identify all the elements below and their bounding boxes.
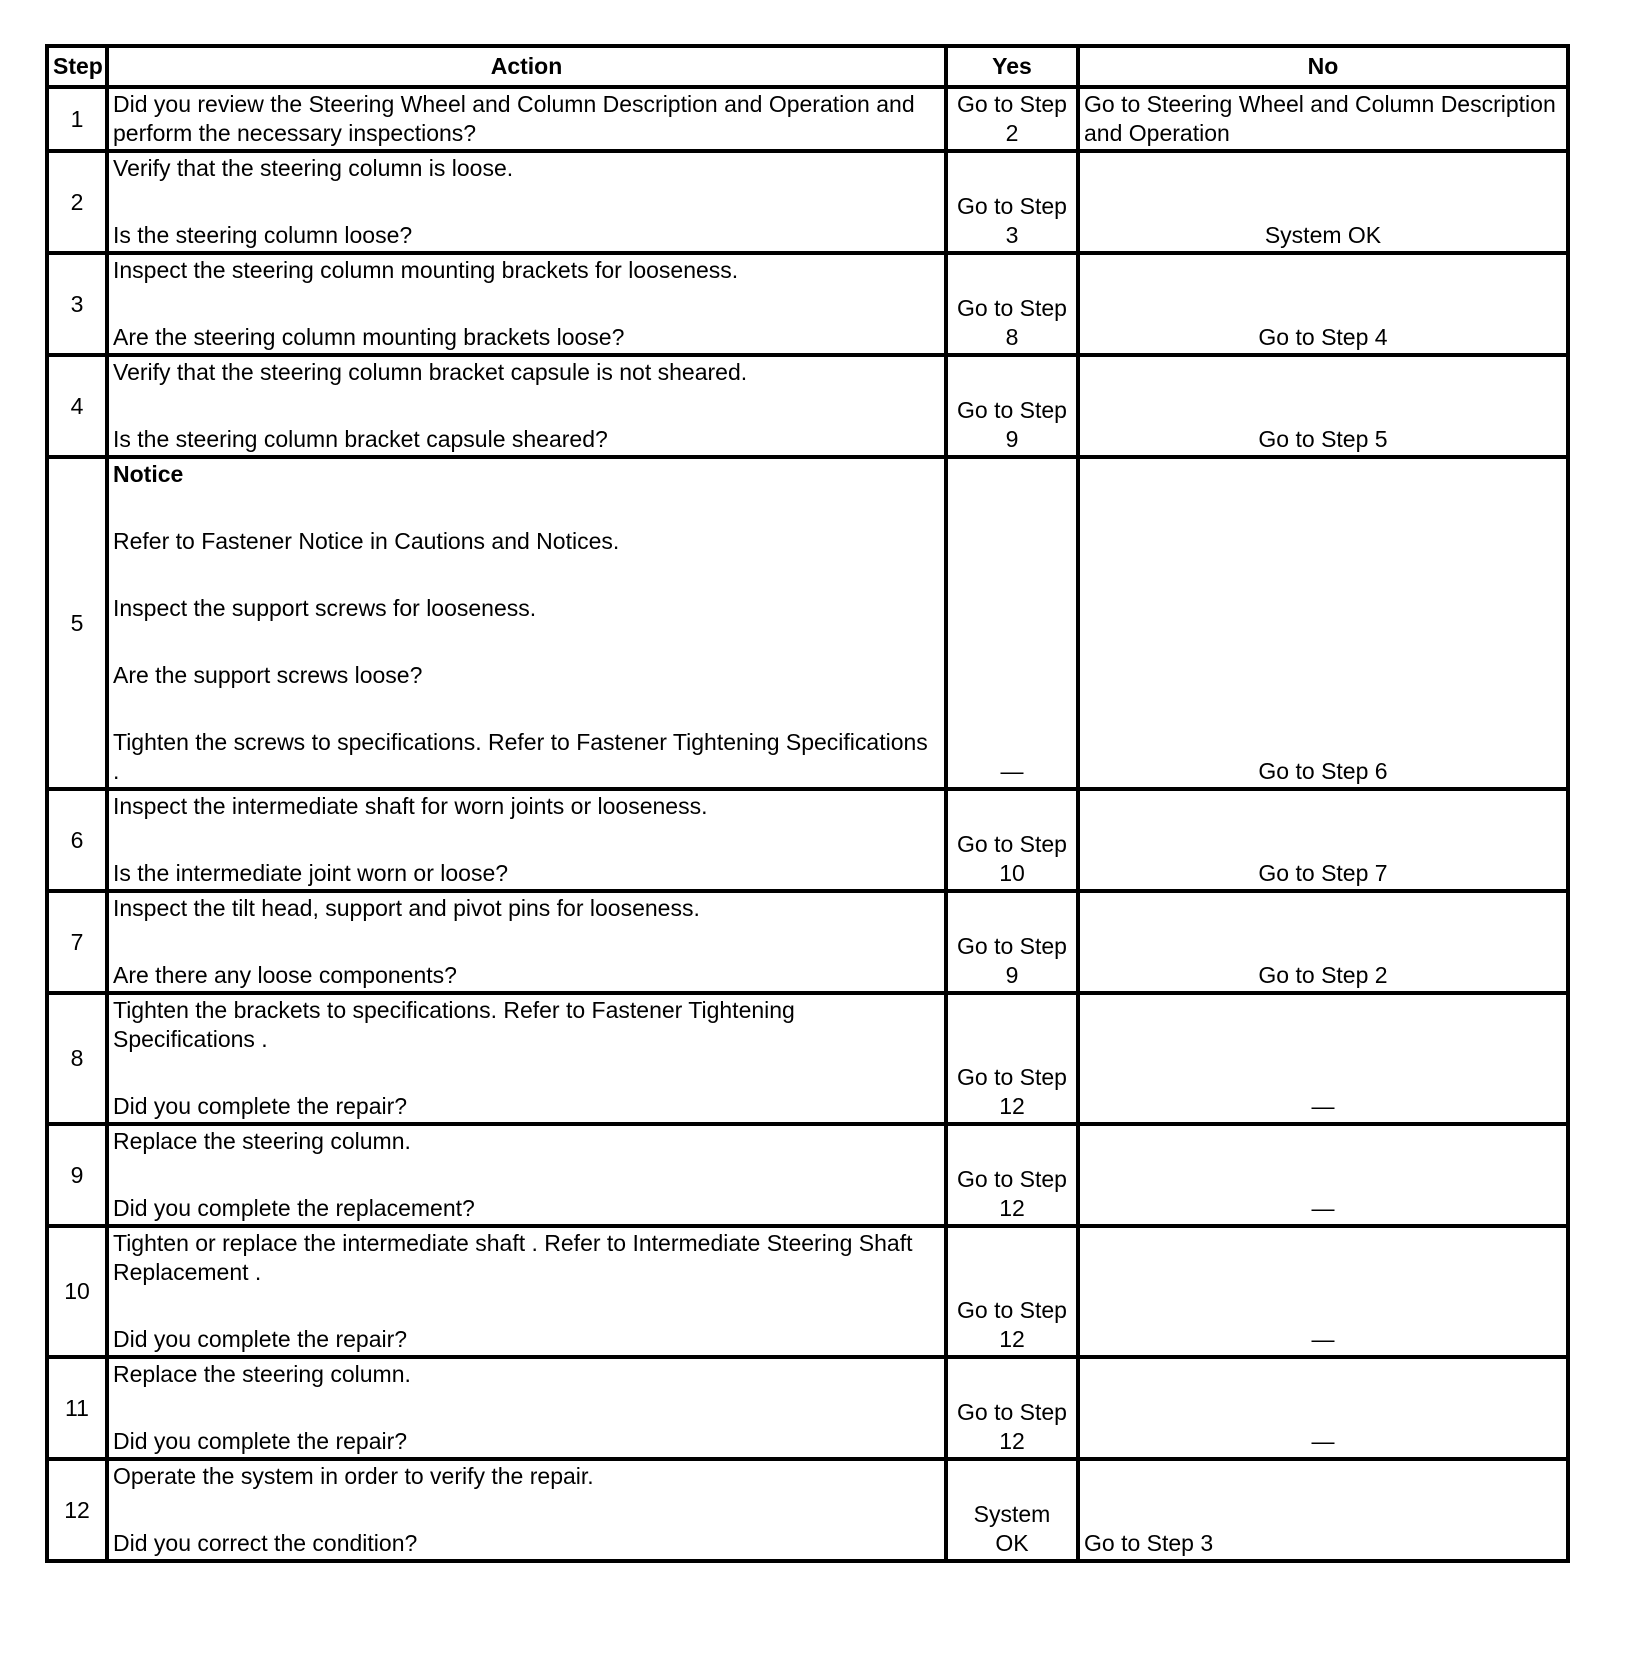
- yes-text: 12: [999, 1326, 1025, 1352]
- yes-text: 12: [999, 1093, 1025, 1119]
- no-cell: [1078, 1124, 1568, 1226]
- notice-label: Notice: [113, 461, 184, 487]
- yes-cell: [946, 87, 1078, 151]
- table-row: [47, 253, 1568, 355]
- yes-text: 9: [1005, 962, 1019, 988]
- yes-text: 8: [1005, 324, 1019, 350]
- no-cell: [1078, 1226, 1568, 1357]
- no-text: Go to Step 7: [1258, 860, 1388, 886]
- no-cell: [1078, 87, 1568, 151]
- header-action: Action: [107, 46, 946, 87]
- action-text: Are the steering column mounting brackets loose?: [113, 324, 625, 350]
- no-text: —: [1311, 1428, 1335, 1454]
- action-cell: [107, 1124, 946, 1226]
- action-text: Replace the steering column.: [113, 1128, 411, 1154]
- action-text: Did you review the Steering Wheel and Column Description and Operation and perform the necessary inspections?: [113, 91, 915, 146]
- yes-cell: [946, 1124, 1078, 1226]
- action-text: Did you complete the repair?: [113, 1428, 408, 1454]
- action-text: Inspect the intermediate shaft for worn joints or looseness.: [113, 793, 708, 819]
- step-number: 6: [47, 789, 107, 891]
- table-row: [47, 1124, 1568, 1226]
- yes-text: —: [1000, 758, 1024, 784]
- step-number: 11: [47, 1357, 107, 1459]
- header-yes: Yes: [946, 46, 1078, 87]
- no-text: Go to Step 6: [1258, 758, 1388, 784]
- yes-text: System: [973, 1501, 1051, 1527]
- table-row: [47, 1226, 1568, 1357]
- no-text: Go to Step 5: [1258, 426, 1388, 452]
- action-text: Did you correct the condition?: [113, 1530, 418, 1556]
- no-text: —: [1311, 1093, 1335, 1119]
- action-text: Verify that the steering column bracket capsule is not sheared.: [113, 359, 748, 385]
- step-number: 2: [47, 151, 107, 253]
- no-text: Go to Step 4: [1258, 324, 1388, 350]
- no-cell: [1078, 891, 1568, 993]
- table-row: [47, 1459, 1568, 1561]
- table-row: [47, 457, 1568, 789]
- no-text: —: [1311, 1195, 1335, 1221]
- no-text: System OK: [1264, 222, 1382, 248]
- yes-text: Go to Step: [957, 1166, 1067, 1192]
- action-cell: [107, 1357, 946, 1459]
- yes-cell: [946, 1226, 1078, 1357]
- step-number: 7: [47, 891, 107, 993]
- table-row: [47, 151, 1568, 253]
- action-text: Verify that the steering column is loose.: [113, 155, 514, 181]
- yes-cell: [946, 789, 1078, 891]
- yes-text: Go to Step: [957, 295, 1067, 321]
- action-text: Replace the steering column.: [113, 1361, 411, 1387]
- action-text: Did you complete the repair?: [113, 1326, 408, 1352]
- table-row: [47, 789, 1568, 891]
- action-cell: [107, 87, 946, 151]
- action-text: Did you complete the replacement?: [113, 1195, 475, 1221]
- action-cell: [107, 253, 946, 355]
- action-text: Is the steering column loose?: [113, 222, 413, 248]
- action-text: Inspect the support screws for looseness.: [113, 595, 537, 621]
- yes-cell: [946, 1357, 1078, 1459]
- action-text: Is the steering column bracket capsule sheared?: [113, 426, 608, 452]
- yes-cell: [946, 891, 1078, 993]
- table-row: [47, 355, 1568, 457]
- step-number: 8: [47, 993, 107, 1124]
- yes-cell: [946, 993, 1078, 1124]
- action-cell: [107, 891, 946, 993]
- yes-cell: [946, 151, 1078, 253]
- action-text: Inspect the tilt head, support and pivot pins for looseness.: [113, 895, 700, 921]
- step-number: 5: [47, 457, 107, 789]
- diagnostic-table: [45, 44, 1570, 1563]
- no-cell: [1078, 789, 1568, 891]
- yes-text: 12: [999, 1195, 1025, 1221]
- step-number: 10: [47, 1226, 107, 1357]
- yes-text: 9: [1005, 426, 1019, 452]
- table-body: [47, 87, 1568, 1561]
- yes-text: 3: [1005, 222, 1019, 248]
- no-cell: [1078, 993, 1568, 1124]
- action-text: Refer to Fastener Notice in Cautions and Notices.: [113, 528, 620, 554]
- table-row: [47, 87, 1568, 151]
- action-cell: [107, 1459, 946, 1561]
- yes-cell: [946, 457, 1078, 789]
- action-text: Are there any loose components?: [113, 962, 457, 988]
- yes-cell: [946, 1459, 1078, 1561]
- action-cell: [107, 789, 946, 891]
- action-cell: [107, 457, 946, 789]
- no-text: Go to Steering Wheel and Column Description and Operation: [1084, 91, 1556, 146]
- action-text: Is the intermediate joint worn or loose?: [113, 860, 509, 886]
- yes-text: Go to Step: [957, 193, 1067, 219]
- action-cell: [107, 993, 946, 1124]
- action-cell: [107, 1226, 946, 1357]
- no-cell: [1078, 355, 1568, 457]
- header-row: [47, 46, 1568, 87]
- yes-cell: [946, 253, 1078, 355]
- no-cell: [1078, 1459, 1568, 1561]
- no-text: Go to Step 3: [1084, 1530, 1214, 1556]
- yes-text: Go to Step: [957, 91, 1067, 117]
- yes-text: 10: [999, 860, 1025, 886]
- no-text: —: [1311, 1326, 1335, 1352]
- action-text: Operate the system in order to verify the repair.: [113, 1463, 594, 1489]
- no-cell: [1078, 457, 1568, 789]
- yes-text: OK: [995, 1530, 1029, 1556]
- step-number: 12: [47, 1459, 107, 1561]
- action-text: Tighten the screws to specifications. Refer to Fastener Tightening Specifications .: [113, 729, 928, 784]
- yes-text: 2: [1005, 120, 1019, 146]
- yes-text: Go to Step: [957, 831, 1067, 857]
- step-number: 3: [47, 253, 107, 355]
- action-text: Inspect the steering column mounting brackets for looseness.: [113, 257, 739, 283]
- yes-text: 12: [999, 1428, 1025, 1454]
- step-number: 4: [47, 355, 107, 457]
- header-no: No: [1078, 46, 1568, 87]
- table-row: [47, 891, 1568, 993]
- action-text: Tighten or replace the intermediate shaft . Refer to Intermediate Steering Shaft Replacement .: [113, 1230, 913, 1285]
- action-cell: [107, 355, 946, 457]
- step-number: 9: [47, 1124, 107, 1226]
- no-cell: [1078, 253, 1568, 355]
- action-text: Tighten the brackets to specifications. Refer to Fastener Tightening Specifications .: [113, 997, 795, 1052]
- step-number: 1: [47, 87, 107, 151]
- yes-text: Go to Step: [957, 397, 1067, 423]
- yes-text: Go to Step: [957, 933, 1067, 959]
- action-text: Did you complete the repair?: [113, 1093, 408, 1119]
- no-cell: [1078, 1357, 1568, 1459]
- yes-text: Go to Step: [957, 1297, 1067, 1323]
- table-row: [47, 993, 1568, 1124]
- yes-text: Go to Step: [957, 1399, 1067, 1425]
- no-cell: [1078, 151, 1568, 253]
- action-cell: [107, 151, 946, 253]
- table-row: [47, 1357, 1568, 1459]
- yes-cell: [946, 355, 1078, 457]
- action-text: Are the support screws loose?: [113, 662, 423, 688]
- yes-text: Go to Step: [957, 1064, 1067, 1090]
- no-text: Go to Step 2: [1258, 962, 1388, 988]
- header-step: Step: [47, 46, 107, 87]
